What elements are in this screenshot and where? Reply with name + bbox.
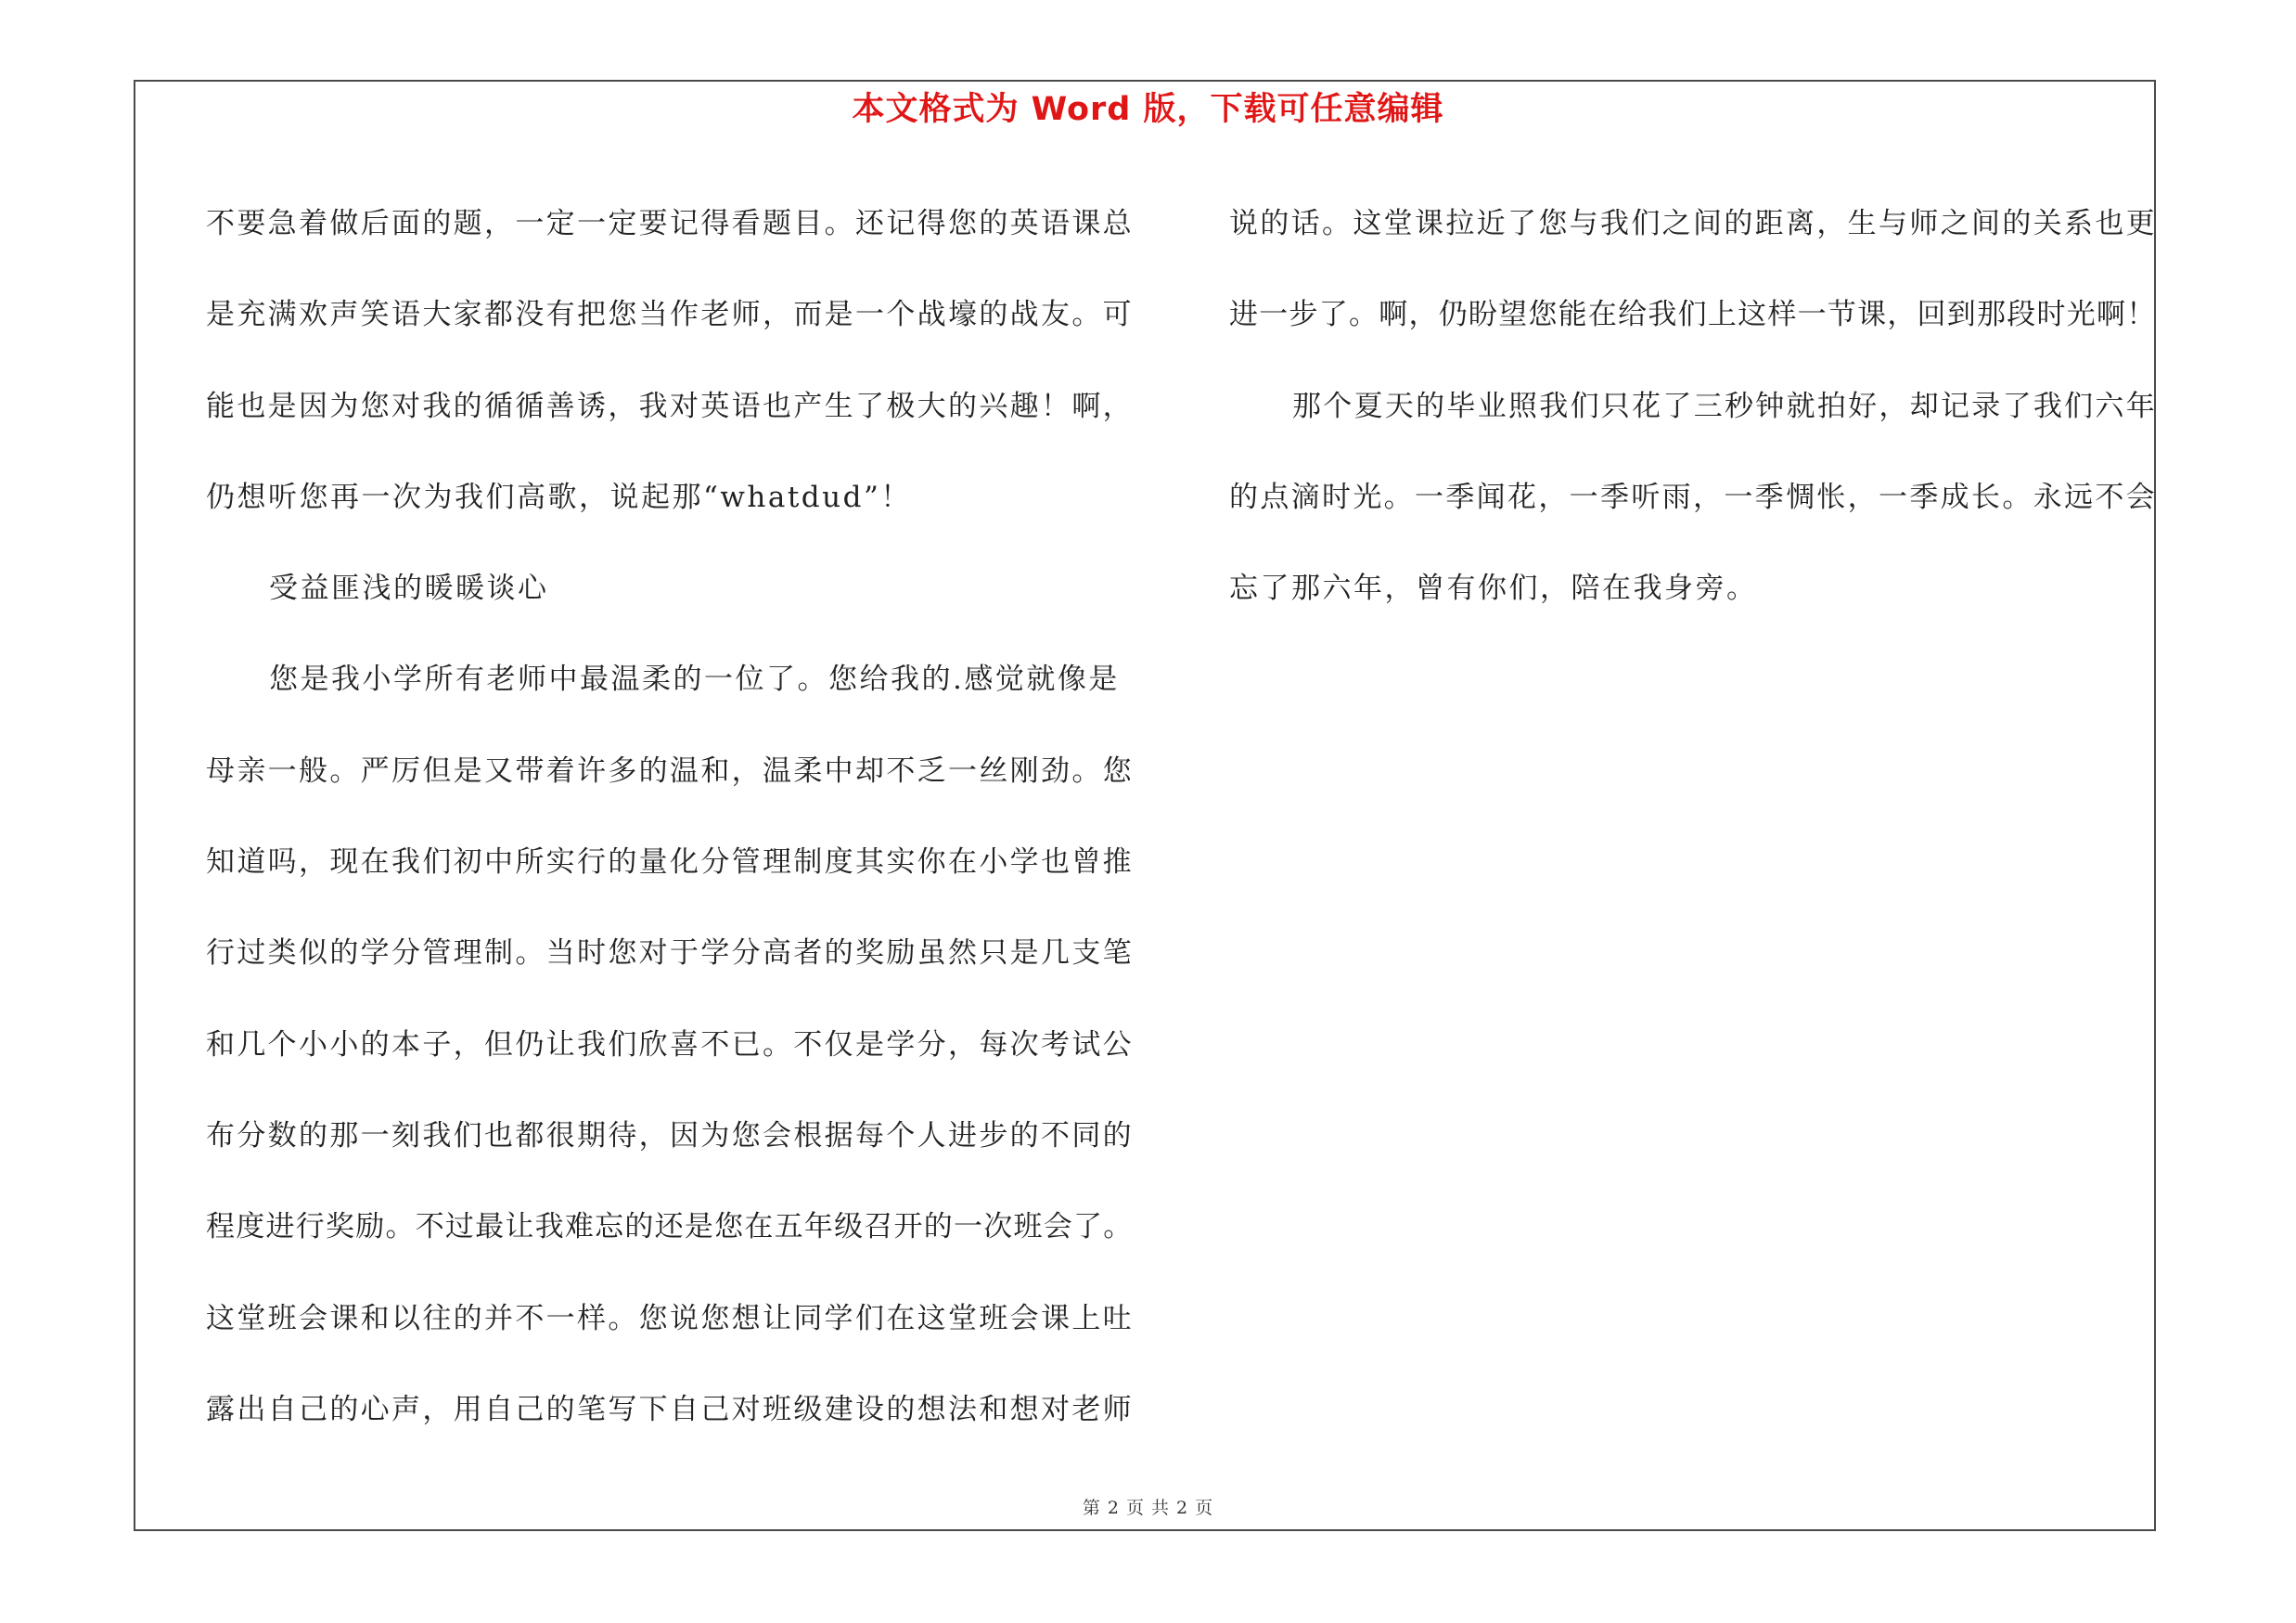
format-notice-banner: 本文格式为 Word 版，下载可任意编辑 [852,91,1444,128]
text-line: 能也是因为您对我的循循善诱，我对英语也产生了极大的兴趣！啊， [206,389,1134,423]
text-line: 您是我小学所有老师中最温柔的一位了。您给我的.感觉就像是 [269,663,1120,697]
right-text-column [1229,178,2157,634]
text-line: 这堂班会课和以往的并不一样。您说您想让同学们在这堂班会课上吐 [206,1301,1134,1335]
left-text-column [206,178,1134,1455]
text-line: 不要急着做后面的题，一定一定要记得看题目。还记得您的英语课总 [206,207,1134,240]
text-line: 仍想听您再一次为我们高歌，说起那“whatdud”！ [206,480,912,514]
text-line: 那个夏天的毕业照我们只花了三秒钟就拍好，却记录了我们六年 [1292,389,2157,423]
text-line: 露出自己的心声，用自己的笔写下自己对班级建设的想法和想对老师 [206,1392,1134,1426]
text-line: 母亲一般。严厉但是又带着许多的温和，温柔中却不乏一丝刚劲。您 [206,754,1134,788]
page-number-footer: 第 2 页 共 2 页 [1082,1498,1214,1518]
text-line: 受益匪浅的暖暖谈心 [269,572,549,606]
text-line: 是充满欢声笑语大家都没有把您当作老师，而是一个战壕的战友。可 [206,298,1134,332]
text-line: 知道吗，现在我们初中所实行的量化分管理制度其实你在小学也曾推 [206,845,1134,880]
text-line: 进一步了。啊，仍盼望您能在给我们上这样一节课，回到那段时光啊！ [1229,298,2157,332]
text-line: 程度进行奖励。不过最让我难忘的还是您在五年级召开的一次班会了。 [206,1210,1134,1244]
text-line: 布分数的那一刻我们也都很期待，因为您会根据每个人进步的不同的 [206,1118,1134,1153]
text-line: 和几个小小的本子，但仍让我们欣喜不已。不仅是学分，每次考试公 [206,1027,1134,1062]
text-line: 忘了那六年，曾有你们，陪在我身旁。 [1229,572,1758,606]
text-line: 行过类似的学分管理制。当时您对于学分高者的奖励虽然只是几支笔 [206,936,1134,971]
text-line: 的点滴时光。一季闻花，一季听雨，一季惆怅，一季成长。永远不会 [1229,480,2157,514]
text-line: 说的话。这堂课拉近了您与我们之间的距离，生与师之间的关系也更 [1229,207,2157,240]
